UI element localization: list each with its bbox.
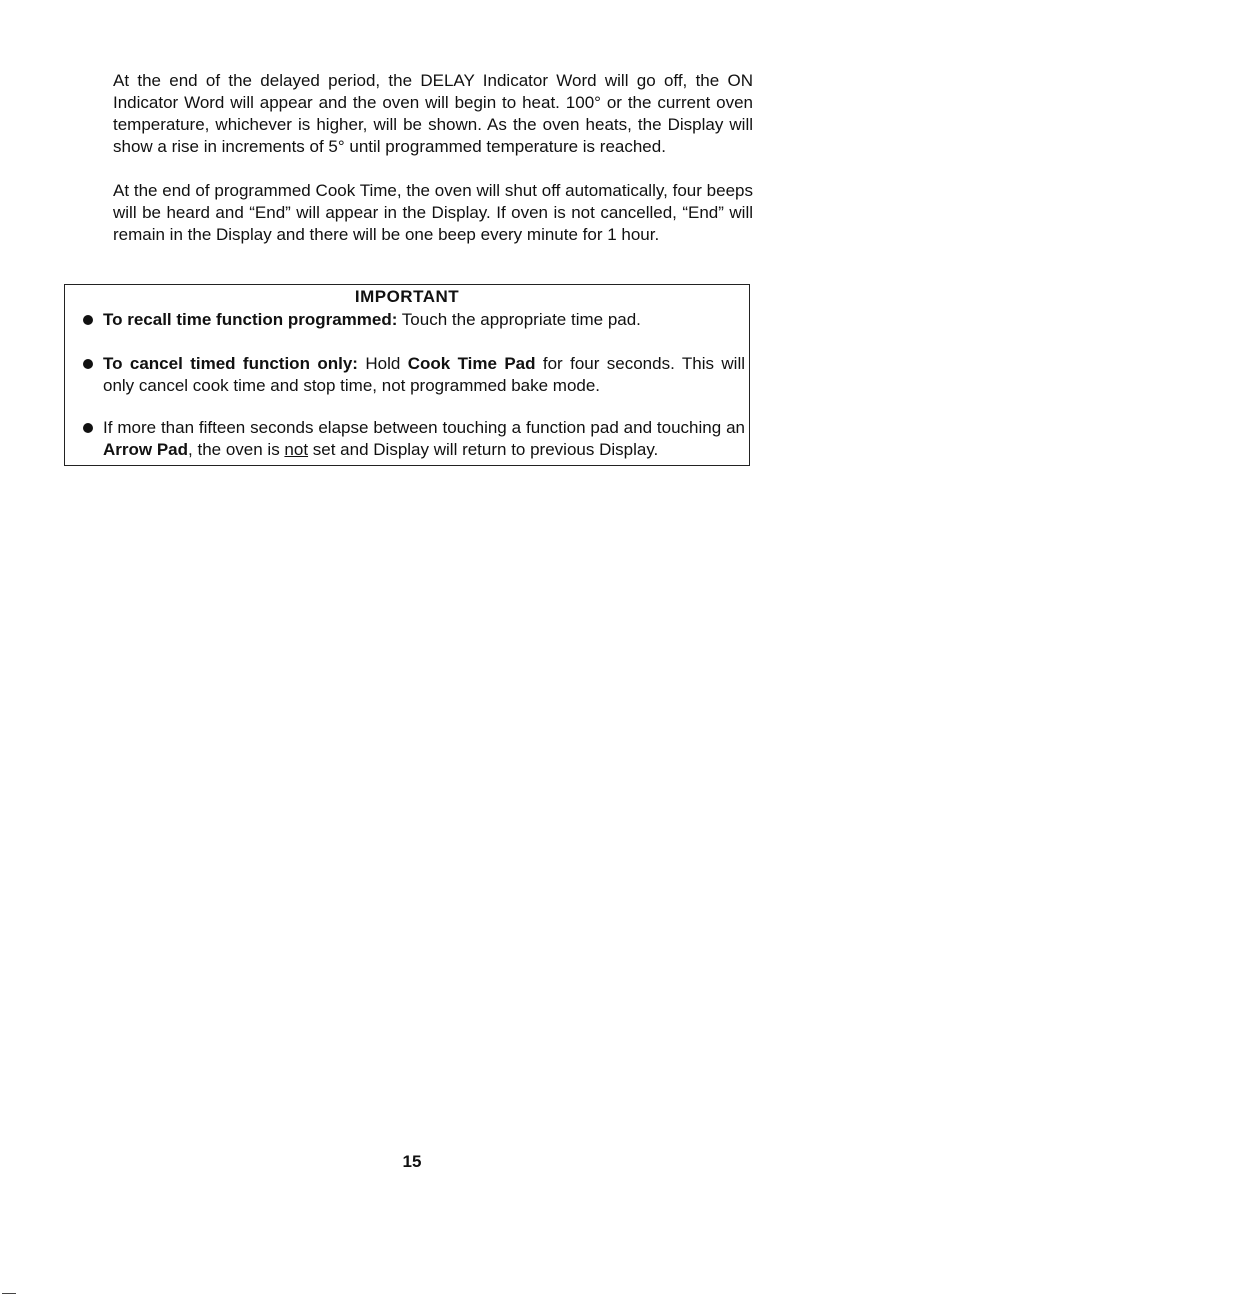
important-item-timeout (81, 417, 745, 461)
item-body: for four seconds. This will only cancel cook time and stop time, not programmed bake mode. (103, 354, 745, 395)
important-item-cancel (81, 353, 745, 397)
important-item-text (103, 353, 745, 397)
item-body: Touch the appropriate time pad. (397, 310, 641, 329)
bullet-icon (81, 309, 103, 331)
item-body: If more than fifteen seconds elapse between touching a function pad and touching an (103, 418, 745, 437)
item-body: , the oven is (188, 440, 285, 459)
important-item-text (103, 309, 745, 331)
item-body: set and Display will return to previous Display. (308, 440, 659, 459)
item-lead: To recall time function programmed: (103, 310, 398, 329)
item-bold: Arrow Pad (103, 440, 189, 459)
item-bold: Cook Time Pad (407, 354, 536, 373)
important-item-recall (81, 309, 745, 331)
important-item-text (103, 417, 745, 461)
bullet-icon (81, 417, 103, 461)
item-underlined: not (284, 440, 309, 459)
paragraph-cook-time-end: At the end of programmed Cook Time, the oven will shut off automatically, four beeps will be heard and “End” will appear in the Display. If oven is not cancelled, “End” will remain in the Display and there will be one beep every minute for 1 hour. (113, 181, 753, 244)
corner-mark (2, 1293, 16, 1294)
bullet-icon (81, 353, 103, 397)
important-title: IMPORTANT (354, 287, 460, 306)
paragraph-delay-end: At the end of the delayed period, the DELAY Indicator Word will go off, the ON Indicator Word will appear and the oven will begin to heat. 100° or the current oven temperature, whichever is higher, will be shown. As the oven heats, the Display will show a rise in increments of 5° until programmed temperature is reached. (113, 71, 753, 156)
item-body: Hold (357, 354, 408, 373)
page-number: 15 (402, 1152, 422, 1171)
important-notice-box (64, 284, 750, 466)
item-lead: To cancel timed function only: (103, 354, 358, 373)
